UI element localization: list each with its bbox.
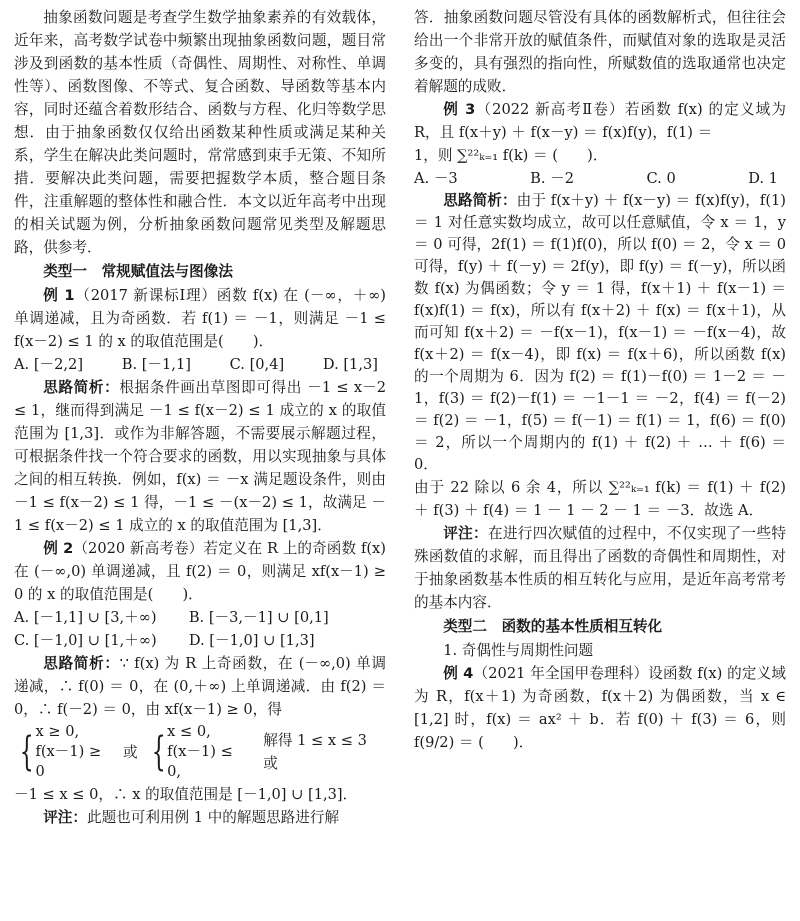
example-3-label: 例 3 bbox=[443, 101, 476, 118]
example-1-options bbox=[14, 353, 386, 376]
option-d: D. 1 bbox=[748, 170, 778, 187]
option-b: B. [－1,1] bbox=[121, 356, 191, 373]
brace-icon: { bbox=[151, 729, 166, 775]
example-4 bbox=[414, 662, 786, 754]
system-1-row-2: f(x－1) ≥ 0 bbox=[35, 743, 102, 780]
system-2-row-2: f(x－1) ≤ 0, bbox=[167, 743, 233, 780]
example-4-text: （2021 年全国甲卷理科）设函数 f(x) 的定义域为 R，f(x＋1) 为奇函数，f(x＋2) 为偶函数，当 x ∈ [1,2] 时，f(x) ＝ ax² ＋ b．若 f(0) ＋ f(3) ＝ 6，则 f(9/2) ＝ ( )． bbox=[414, 665, 786, 751]
example-2-analysis-end: －1 ≤ x ≤ 0，∴ x 的取值范围是 [－1,0] ∪ [1,3]． bbox=[14, 786, 358, 803]
option-c: C. [－1,0] ∪ [1,＋∞) bbox=[14, 632, 157, 649]
system-1 bbox=[14, 722, 115, 782]
system-2-row-1: x ≤ 0, bbox=[167, 723, 211, 740]
intro-paragraph: 抽象函数问题是考查学生数学抽象素养的有效载体，近年来，高考数学试卷中频繁出现抽象函数问题，题目常涉及到函数的基本性质（奇偶性、周期性、对称性、单调性等）、函数图像、不等式、复合函数、导函数等基本内容，同时还蕴含着数形结合、函数与方程、化归等数学思想．由于抽象函数仅仅给出函数某种性质或满足某种关系，学生在解决此类问题时，常常感到束手无策、不知所措．要解决此类问题，需要把握数学本质，整合题目条件，注重解题的整体性和融合性．本文以近年高考中出现的相关试题为例，分析抽象函数问题常见类型及解题思路，供参考． bbox=[14, 9, 386, 256]
analysis-label: 思路简析： bbox=[43, 655, 120, 672]
analysis-label: 思路简析： bbox=[43, 379, 120, 396]
inequality-systems bbox=[14, 722, 386, 782]
analysis-label: 思路简析： bbox=[443, 192, 517, 209]
left-column bbox=[14, 6, 386, 829]
option-c: C. 0 bbox=[646, 170, 676, 187]
example-2-label: 例 2 bbox=[43, 540, 74, 557]
example-3 bbox=[414, 98, 786, 144]
analysis-text: 根据条件画出草图即可得出 －1 ≤ x－2 ≤ 1，继而得到满足 －1 ≤ f(x－2) ≤ 1 成立的 x 的取值范围为 [1,3]．或作为非解答题，不需要展示解题过程，可根据条件找一个符合要求的函数，用以实现抽象与具体之间的相互转换．例如，f(x) ＝ －x 满足题设条件，则由 －1 ≤ f(x－2) ≤ 1 得，－1 ≤ －(x－2) ≤ 1，故满足 －1 ≤ f(x－2) ≤ 1 成立的 x 的取值范围为 [1,3]． bbox=[14, 379, 386, 534]
example-2 bbox=[14, 537, 386, 606]
example-4-label: 例 4 bbox=[443, 665, 474, 682]
example-3-conclusion: 由于 22 除以 6 余 4，所以 ∑²²ₖ₌₁ f(k) ＝ f(1) ＋ f(2) ＋ f(3) ＋ f(4) ＝ 1 － 1 － 2 － 1 ＝ －3．故选 A． bbox=[414, 479, 786, 519]
example-1 bbox=[14, 284, 386, 353]
continued-paragraph: 答．抽象函数问题尽管没有具体的函数解析式，但往往会给出一个非常开放的赋值条件，而赋值对象的选取是灵活多变的，具有强烈的指向性，所赋数值的选取通常也决定着解题的成败． bbox=[414, 9, 786, 95]
option-b: B. [－3,－1] ∪ [0,1] bbox=[188, 609, 329, 626]
option-d: D. [1,3] bbox=[322, 356, 378, 373]
example-2-text: （2020 新高考卷）若定义在 R 上的奇函数 f(x) 在 (－∞,0) 单调递减，且 f(2) ＝ 0，则满足 xf(x－1) ≥ 0 的 x 的取值范围是( )． bbox=[14, 540, 386, 603]
system-1-row-1: x ≥ 0, bbox=[35, 723, 80, 740]
option-a: A. [－2,2] bbox=[14, 356, 84, 373]
subsection-heading: 1. 奇偶性与周期性问题 bbox=[443, 642, 594, 659]
brace-icon: { bbox=[19, 729, 34, 775]
example-2-options bbox=[14, 606, 386, 652]
option-b: B. －2 bbox=[530, 170, 575, 187]
or-word: 或 bbox=[123, 743, 138, 761]
right-column bbox=[414, 6, 786, 754]
system-result: 解得 1 ≤ x ≤ 3 或 bbox=[263, 732, 367, 772]
option-a: A. －3 bbox=[414, 170, 458, 187]
comment-label: 评注： bbox=[43, 809, 87, 826]
example-1-text: （2017 新课标Ⅰ理）函数 f(x) 在 (－∞，＋∞) 单调递减，且为奇函数．若 f(1) ＝ －1，则满足 －1 ≤ f(x－2) ≤ 1 的 x 的取值范围是( )． bbox=[14, 287, 386, 350]
comment-text: 在进行四次赋值的过程中，不仅实现了一些特殊函数值的求解，而且得出了函数的奇偶性和周期性，对于抽象函数基本性质的相互转化与应用，是近年高考常考的基本内容． bbox=[414, 525, 786, 611]
example-1-label: 例 1 bbox=[43, 287, 75, 304]
comment-text: 此题也可利用例 1 中的解题思路进行解 bbox=[86, 809, 340, 826]
example-1-analysis bbox=[14, 376, 386, 537]
example-2-analysis bbox=[14, 652, 386, 721]
analysis-text: ∵ f(x) 为 R 上奇函数，在 (－∞,0) 单调递减，∴ f(0) ＝ 0，在 (0,＋∞) 上单调递减．由 f(2) ＝ 0，∴ f(－2) ＝ 0，由 xf(x－1) ≥ 0，得 bbox=[14, 655, 386, 718]
system-2 bbox=[146, 722, 252, 782]
example-3-text: （2022 新高考Ⅱ卷）若函数 f(x) 的定义域为 R，且 f(x＋y) ＋ f(x－y) ＝ f(x)f(y)，f(1) ＝ bbox=[414, 101, 786, 141]
type1-heading: 类型一 常规赋值法与图像法 bbox=[43, 263, 233, 280]
option-c: C. [0,4] bbox=[229, 356, 285, 373]
type2-heading: 类型二 函数的基本性质相互转化 bbox=[443, 618, 663, 635]
option-a: A. [－1,1] ∪ [3,＋∞) bbox=[14, 609, 157, 626]
example-3-analysis bbox=[414, 190, 786, 476]
comment-3 bbox=[414, 522, 786, 614]
example-3-question: 1，则 ∑²²ₖ₌₁ f(k) ＝ ( )． bbox=[414, 147, 608, 164]
option-d: D. [－1,0] ∪ [1,3] bbox=[188, 632, 315, 649]
example-3-options bbox=[414, 167, 786, 190]
comment-label: 评注： bbox=[443, 525, 488, 542]
comment-1 bbox=[14, 806, 386, 829]
analysis-text: 由于 f(x＋y) ＋ f(x－y) ＝ f(x)f(y)，f(1) ＝ 1 对任意实数均成立，故可以任意赋值，令 x ＝ 1，y ＝ 0 可得，2f(1) ＝ f(1)f(0)，所以 f(0) ＝ 2，令 x ＝ 0 可得，f(y) ＋ f(－y) ＝ 2f(y)，即 f(y) ＝ f(－y)，所以函数 f(x) 为偶函数；令 y ＝ 1 得，f(x＋1) ＋ f(x－1) ＝ f(x)f(1) ＝ f(x)，所以有 f(x＋2) ＋ f(x) ＝ f(x＋1)，从而可知 f(x＋2) ＝ －f(x－1)，f(x－1) ＝ －f(x－4)，故 f(x＋2) ＝ f(x－4)，即 f(x) ＝ f(x＋6)，所以函数 f(x) 的一个周期为 6．因为 f(2) ＝ f(1)－f(0) ＝ 1－2 ＝ －1，f(3) ＝ f(2)－f(1) ＝ －1－1 ＝ －2，f(4) ＝ f(－2) ＝ f(2) ＝ －1，f(5) ＝ f(－1) ＝ f(1) ＝ 1，f(6) ＝ f(0) ＝ 2，所以一个周期内的 f(1) ＋ f(2) ＋ … ＋ f(6) ＝ 0． bbox=[414, 192, 786, 473]
